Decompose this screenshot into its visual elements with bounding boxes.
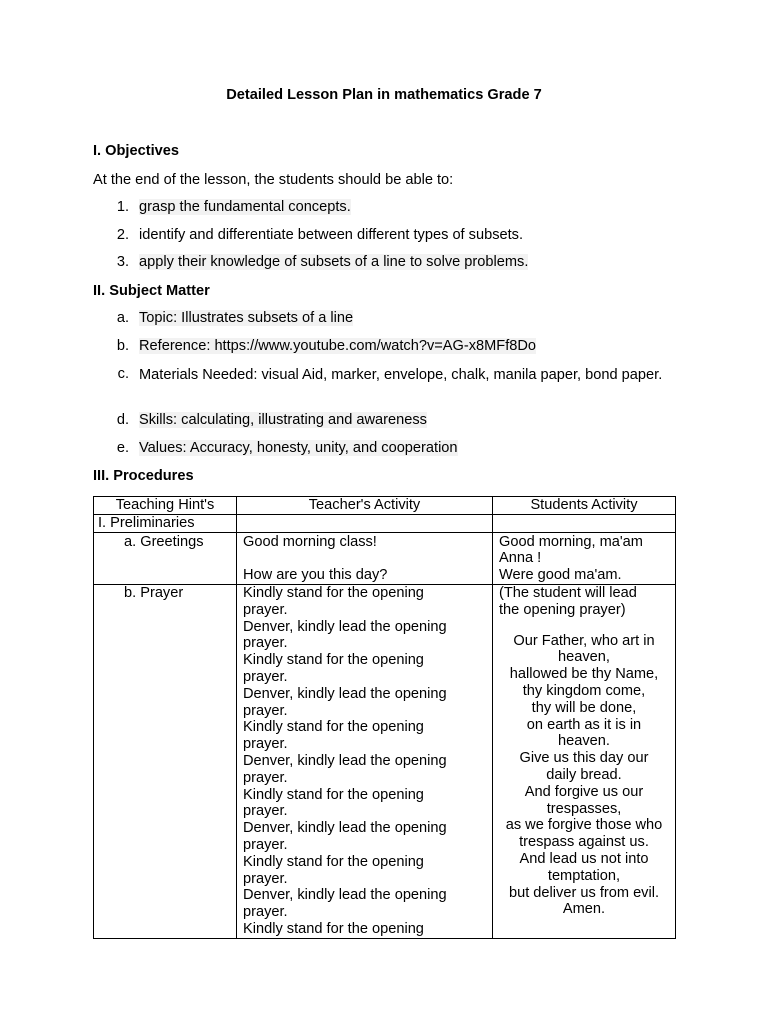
- teacher-line: prayer.: [243, 769, 288, 786]
- spacer: [499, 619, 669, 633]
- prayer-line: thy will be done,: [531, 699, 637, 716]
- prayer-line: on earth as it is in: [526, 716, 642, 733]
- subject-item: [109, 366, 669, 406]
- teacher-line: prayer.: [243, 836, 288, 853]
- teacher-line: Kindly stand for the opening: [243, 584, 424, 601]
- greetings-hint: [94, 532, 237, 584]
- student-line: Anna !: [499, 550, 542, 567]
- prayer-student: [493, 584, 676, 938]
- prayer-hint: [94, 584, 237, 938]
- list-number: 3.: [116, 254, 129, 270]
- teacher-line: How are you this day?: [243, 567, 388, 584]
- teacher-line: Kindly stand for the opening: [243, 652, 424, 669]
- teacher-line: prayer.: [243, 803, 288, 820]
- prayer-line: Our Father, who art in: [513, 632, 655, 649]
- list-text: Topic: Illustrates subsets of a line: [139, 310, 354, 326]
- table-row: [94, 514, 676, 532]
- teacher-line: Good morning class!: [243, 533, 377, 550]
- prayer-line: heaven,: [558, 649, 610, 666]
- teacher-line: Kindly stand for the opening: [243, 786, 424, 803]
- teacher-line: prayer.: [243, 668, 288, 685]
- student-line: the opening prayer): [499, 601, 626, 618]
- table-row: [94, 532, 676, 584]
- prayer-line: but deliver us from evil.: [508, 884, 660, 901]
- student-line: (The student will lead: [499, 584, 637, 601]
- list-text: Values: Accuracy, honesty, unity, and cooperation: [139, 440, 458, 456]
- procedures-table: [93, 496, 676, 939]
- prayer-line: thy kingdom come,: [522, 682, 646, 699]
- teacher-line: prayer.: [243, 904, 288, 921]
- empty-cell: [493, 514, 676, 532]
- teacher-line: prayer.: [243, 601, 288, 618]
- list-number: 1.: [116, 199, 129, 215]
- prayer-line: trespass against us.: [519, 834, 649, 851]
- table-row: [94, 584, 676, 938]
- table-header-row: [94, 497, 676, 515]
- list-text: Materials Needed: visual Aid, marker, envelope, chalk, manila paper, bond paper.: [139, 367, 663, 383]
- header-teachers-activity: Teacher's Activity: [237, 497, 493, 515]
- list-number: 2.: [116, 227, 129, 243]
- empty-cell: [237, 514, 493, 532]
- greetings-student: [493, 532, 676, 584]
- list-letter: c.: [117, 366, 129, 382]
- list-text: identify and differentiate between different types of subsets.: [139, 227, 524, 243]
- student-line: Good morning, ma'am: [499, 533, 643, 550]
- teacher-line: Kindly stand for the opening: [243, 719, 424, 736]
- preliminaries-cell: I. Preliminaries: [94, 514, 237, 532]
- student-line: Were good ma'am.: [499, 567, 622, 584]
- prayer-line: as we forgive those who: [505, 817, 663, 834]
- teacher-line: prayer.: [243, 736, 288, 753]
- greetings-teacher: [237, 532, 493, 584]
- list-letter: d.: [116, 412, 129, 428]
- document-title: Detailed Lesson Plan in mathematics Grade 7: [226, 87, 542, 103]
- header-students-activity: Students Activity: [493, 497, 676, 515]
- prayer-line: heaven.: [558, 733, 610, 750]
- teacher-line: Kindly stand for the opening: [243, 853, 424, 870]
- prayer-line: And lead us not into: [519, 850, 649, 867]
- teacher-line: [243, 550, 486, 567]
- teacher-line: Denver, kindly lead the opening: [243, 618, 447, 635]
- list-text: apply their knowledge of subsets of a line to solve problems.: [139, 254, 529, 270]
- teacher-line: prayer.: [243, 635, 288, 652]
- teacher-line: prayer.: [243, 870, 288, 887]
- teacher-line: Denver, kindly lead the opening: [243, 887, 447, 904]
- teacher-line: Denver, kindly lead the opening: [243, 685, 447, 702]
- prayer-line: Give us this day our: [519, 750, 649, 767]
- teacher-line: prayer.: [243, 702, 288, 719]
- list-letter: e.: [116, 440, 129, 456]
- subject-matter-heading: II. Subject Matter: [93, 283, 210, 299]
- teacher-line: Denver, kindly lead the opening: [243, 752, 447, 769]
- procedures-heading: III. Procedures: [93, 468, 194, 484]
- list-text: grasp the fundamental concepts.: [139, 199, 351, 215]
- prayer-label: b. Prayer: [124, 584, 184, 601]
- teacher-line: Denver, kindly lead the opening: [243, 820, 447, 837]
- greetings-label: a. Greetings: [124, 533, 204, 550]
- objectives-heading: I. Objectives: [93, 143, 179, 159]
- teacher-line: Kindly stand for the opening: [243, 920, 424, 937]
- prayer-line: trespasses,: [546, 800, 622, 817]
- prayer-line: And forgive us our: [524, 783, 644, 800]
- prayer-line: daily bread.: [546, 766, 622, 783]
- list-letter: a.: [116, 310, 129, 326]
- objectives-intro: At the end of the lesson, the students should be able to:: [93, 172, 454, 188]
- header-teaching-hints: Teaching Hint's: [94, 497, 237, 515]
- lords-prayer: [499, 633, 669, 919]
- prayer-line: Amen.: [562, 901, 606, 918]
- prayer-line: hallowed be thy Name,: [509, 666, 659, 683]
- reference-link[interactable]: Reference: https://www.youtube.com/watch?v=AG-x8MFf8Do: [139, 338, 537, 354]
- prayer-teacher: [237, 584, 493, 938]
- list-letter: b.: [116, 338, 129, 354]
- prayer-line: temptation,: [547, 867, 621, 884]
- list-text: Skills: calculating, illustrating and awareness: [139, 412, 427, 428]
